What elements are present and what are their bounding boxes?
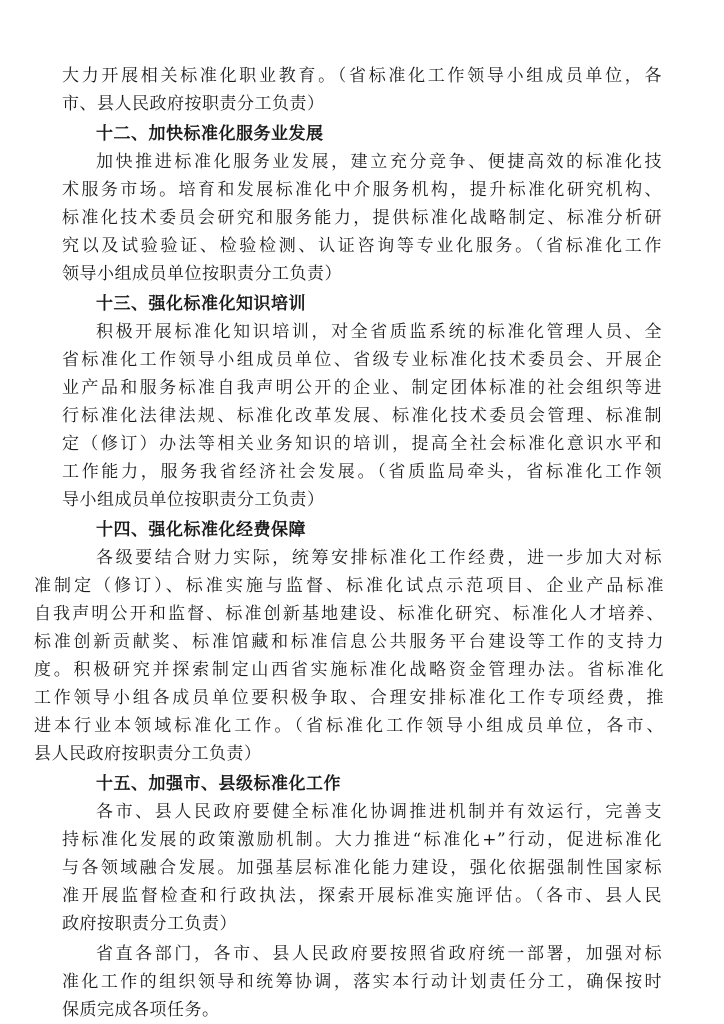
text-line: 定（修订）办法等相关业务知识的培训，提高全社会标准化意识水平和	[62, 434, 662, 454]
text-line: 进本行业本领域标准化工作。（省标准化工作领导小组成员单位，各市、	[34, 716, 664, 736]
text-line: 究以及试验验证、检验检测、认证咨询等专业化服务。（省标准化工作	[62, 236, 662, 256]
text-line: 准开展监督检查和行政执法，探索开展标准实施评估。（各市、县人民	[62, 886, 662, 906]
text-line: 自我声明公开和监督、标准创新基地建设、标准化研究、标准化人才培养、	[34, 604, 664, 624]
text-line: 导小组成员单位按职责分工负责）	[62, 490, 325, 510]
section-heading: 十三、强化标准化知识培训	[96, 294, 306, 314]
text-line: 术服务市场。培育和发展标准化中介服务机构，提升标准化研究机构、	[62, 180, 662, 200]
text-line: 各市、县人民政府要健全标准化协调推进机制并有效运行，完善支	[96, 802, 662, 822]
text-line: 市、县人民政府按职责分工负责）	[62, 94, 325, 114]
text-line: 政府按职责分工负责）	[62, 914, 237, 934]
text-line: 工作能力，服务我省经济社会发展。（省质监局牵头，省标准化工作领	[62, 462, 662, 482]
text-line: 工作领导小组各成员单位要积极争取、合理安排标准化工作专项经费，推	[34, 688, 664, 708]
text-line: 各级要结合财力实际，统筹安排标准化工作经费，进一步加大对标	[96, 548, 662, 568]
section-heading: 十五、加强市、县级标准化工作	[96, 774, 341, 794]
text-line: 大力开展相关标准化职业教育。（省标准化工作领导小组成员单位，各	[62, 66, 662, 86]
text-line: 持标准化发展的政策激励机制。大力推进“标准化+”行动，促进标准化	[62, 830, 662, 850]
text-line: 县人民政府按职责分工负责）	[34, 744, 262, 764]
text-line: 行标准化法律法规、标准化改革发展、标准化技术委员会管理、标准制	[62, 406, 662, 426]
text-line: 省标准化工作领导小组成员单位、省级专业标准化技术委员会、开展企	[62, 350, 662, 370]
section-heading: 十二、加快标准化服务业发展	[96, 124, 324, 144]
text-line: 加快推进标准化服务业发展，建立充分竞争、便捷高效的标准化技	[96, 152, 662, 172]
text-line: 与各领域融合发展。加强基层标准化能力建设，强化依据强制性国家标	[62, 858, 662, 878]
text-line: 标准创新贡献奖、标准馆藏和标准信息公共服务平台建设等工作的支持力	[34, 632, 664, 652]
text-line: 积极开展标准化知识培训，对全省质监系统的标准化管理人员、全	[96, 322, 662, 342]
text-line: 省直各部门，各市、县人民政府要按照省政府统一部署，加强对标	[96, 944, 662, 964]
text-line: 度。积极研究并探索制定山西省实施标准化战略资金管理办法。省标准化	[34, 660, 664, 680]
text-line: 准化工作的组织领导和统筹协调，落实本行动计划责任分工，确保按时	[62, 972, 662, 992]
text-line: 准制定（修订）、标准实施与监督、标准化试点示范项目、企业产品标准	[34, 576, 664, 596]
text-line: 保质完成各项任务。	[62, 1000, 220, 1020]
text-line: 业产品和服务标准自我声明公开的企业、制定团体标准的社会组织等进	[62, 378, 662, 398]
section-heading: 十四、强化标准化经费保障	[96, 520, 306, 540]
text-line: 领导小组成员单位按职责分工负责）	[62, 264, 342, 284]
text-line: 标准化技术委员会研究和服务能力，提供标准化战略制定、标准分析研	[62, 208, 662, 228]
